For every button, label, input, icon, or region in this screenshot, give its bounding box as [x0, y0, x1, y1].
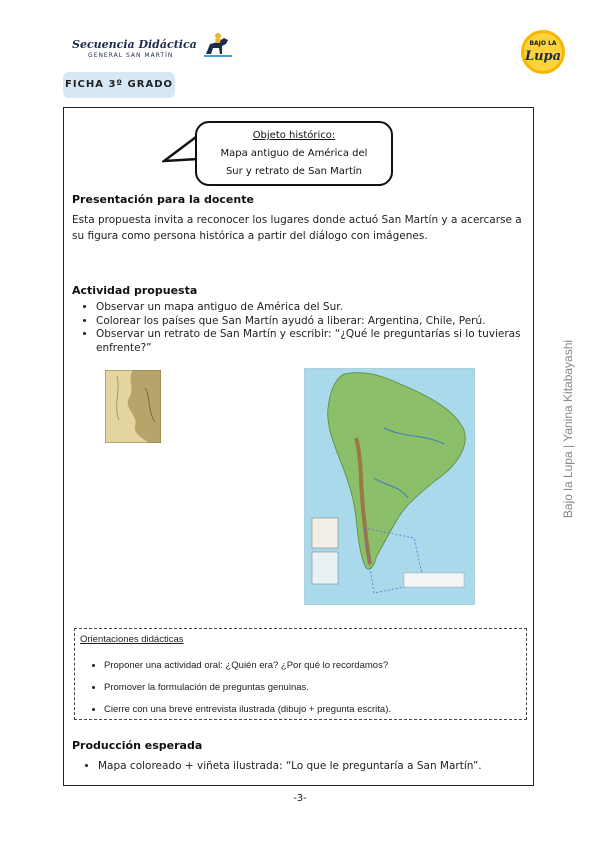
side-credit-text: Bajo la Lupa | Yanina Kitabayashi	[561, 339, 575, 519]
horse-rider-icon	[200, 30, 236, 60]
ficha-grade-label: FICHA 3º GRADO	[63, 72, 175, 98]
list-item: • Promover la formulación de preguntas genuinas.	[104, 677, 534, 699]
badge-line1: BAJO LA	[529, 40, 557, 47]
production-heading: Producción esperada	[72, 739, 203, 752]
sequence-logo	[72, 38, 197, 59]
presentation-text: Esta propuesta invita a reconocer los lugares donde actuó San Martín y a acercarse a su figura como persona histórica a partir del diálogo con imágenes.	[72, 214, 522, 242]
bubble-line-2: Mapa antiguo de América del	[220, 148, 368, 159]
activity-list	[78, 301, 536, 355]
presentation-heading: Presentación para la docente	[72, 193, 254, 206]
list-item: • Colorear los países que San Martín ayudó a liberar: Argentina, Chile, Perú.	[96, 315, 536, 329]
speech-bubble	[195, 121, 393, 186]
south-america-map-image	[304, 368, 475, 605]
logo-subtitle: GENERAL SAN MARTÍN	[88, 52, 174, 59]
bubble-title: Objeto histórico:	[252, 130, 336, 141]
badge-line2: Lupa	[524, 49, 562, 64]
bubble-line-3: Sur y retrato de San Martín	[225, 166, 363, 177]
list-item: • Mapa coloreado + viñeta ilustrada: “Lo que le preguntaría a San Martín”.	[98, 759, 538, 773]
activity-heading: Actividad propuesta	[72, 284, 198, 297]
list-item: • Observar un retrato de San Martín y escribir: “¿Qué le preguntarías si lo tuvieras enfrente?”	[96, 328, 536, 355]
production-list	[80, 759, 538, 773]
list-item: • Cierre con una breve entrevista ilustrada (dibujo + pregunta escrita).	[104, 699, 534, 721]
logo-title: Secuencia Didáctica	[72, 38, 197, 51]
old-map-image	[105, 370, 161, 443]
orientations-heading: Orientaciones didácticas	[80, 634, 184, 645]
list-item: • Observar un mapa antiguo de América del Sur.	[96, 301, 536, 315]
bajo-la-lupa-logo	[521, 30, 565, 74]
list-item: • Proponer una actividad oral: ¿Quién era? ¿Por qué lo recordamos?	[104, 655, 534, 677]
page-number: -3-	[293, 793, 307, 804]
orientations-list	[86, 655, 534, 721]
